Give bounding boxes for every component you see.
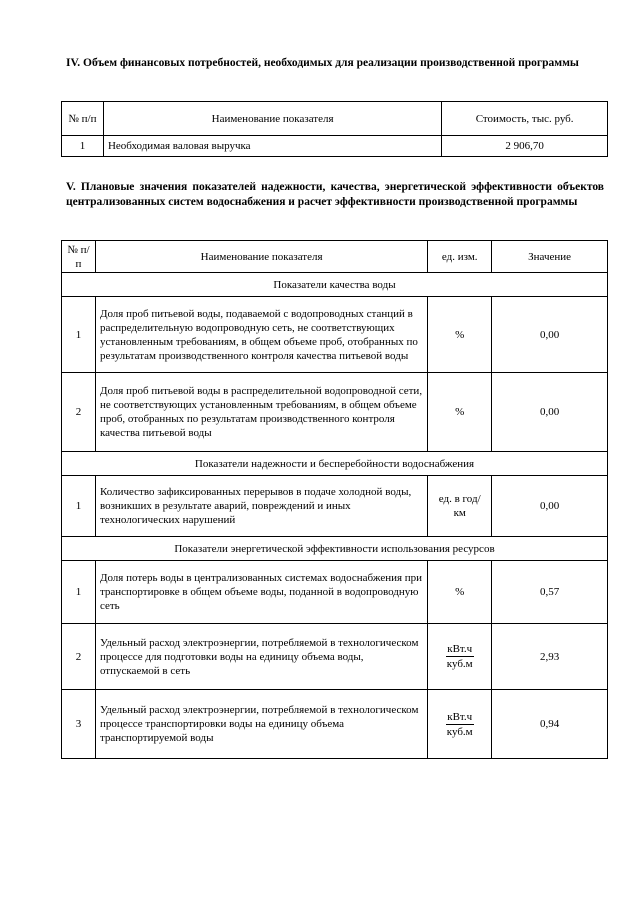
section-title-energy: Показатели энергетической эффективности использования ресурсов: [62, 537, 608, 561]
row-value: 0,00: [492, 476, 608, 537]
table-row: [62, 476, 608, 537]
col-header-name: Наименование показателя: [103, 102, 441, 136]
unit-fraction: [446, 642, 474, 671]
row-number: 1: [62, 476, 96, 537]
row-number: 1: [62, 561, 96, 624]
col-header-number: № п/п: [62, 102, 104, 136]
unit-denominator: куб.м: [446, 658, 473, 670]
section-title-reliability: Показатели надежности и бесперебойности водоснабжения: [62, 452, 608, 476]
section-row-quality: [62, 273, 608, 297]
unit-fraction: [446, 710, 474, 739]
row-value: 0,00: [492, 297, 608, 373]
unit-numerator: кВт.ч: [447, 710, 473, 723]
row-unit: %: [428, 373, 492, 452]
row-name: Необходимая валовая выручка: [103, 136, 441, 157]
row-unit: ед. в год/ км: [428, 476, 492, 537]
row-unit: [428, 624, 492, 690]
table-header-row: [62, 241, 608, 273]
row-unit: %: [428, 297, 492, 373]
indicators-table: [61, 240, 608, 759]
row-name: Количество зафиксированных перерывов в подаче холодной воды, возникших в результате аварий, повреждений и иных технологических нарушений: [95, 476, 427, 537]
section-row-energy: [62, 537, 608, 561]
row-number: 3: [62, 690, 96, 759]
row-unit: %: [428, 561, 492, 624]
row-value: 0,94: [492, 690, 608, 759]
row-value: 0,00: [492, 373, 608, 452]
row-name: Доля потерь воды в централизованных системах водоснабжения при транспортировке в общем объеме воды, поданной в водопроводную сеть: [95, 561, 427, 624]
section-5-heading: V. Плановые значения показателей надежности, качества, энергетической эффективности объектов централизованных систем водоснабжения и расчет эффективности производственной программы: [66, 181, 604, 208]
section-title-quality: Показатели качества воды: [62, 273, 608, 297]
col-header-name: Наименование показателя: [95, 241, 427, 273]
row-name: Доля проб питьевой воды в распределительной водопроводной сети, не соответствующих установленным требованиям, в общем объеме проб, отобранных по результатам производственного контроля качества питьевой воды: [95, 373, 427, 452]
row-number: 2: [62, 624, 96, 690]
row-name: Доля проб питьевой воды, подаваемой с водопроводных станций в распределительную водопроводную сеть, не соответствующих установленным требованиям, в общем объеме проб, отобранных по результатам производственного контроля качества питьевой воды: [95, 297, 427, 373]
table-row: [62, 297, 608, 373]
table-row: [62, 373, 608, 452]
row-name: Удельный расход электроэнергии, потребляемой в технологическом процессе для подготовки воды на единицу объема воды, отпускаемой в сеть: [95, 624, 427, 690]
table-row: [62, 690, 608, 759]
unit-numerator: кВт.ч: [447, 643, 473, 655]
col-header-value: Значение: [492, 241, 608, 273]
section-4-heading: IV. Объем финансовых потребностей, необходимых для реализации производственной программы: [66, 57, 579, 69]
row-value: 2,93: [492, 624, 608, 690]
col-header-unit: ед. изм.: [428, 241, 492, 273]
col-header-number: № п/п: [62, 241, 96, 273]
row-number: 2: [62, 373, 96, 452]
row-number: 1: [62, 136, 104, 157]
section-row-reliability: [62, 452, 608, 476]
row-value: 0,57: [492, 561, 608, 624]
table-row: [62, 624, 608, 690]
row-name: Удельный расход электроэнергии, потребляемой в технологическом процессе транспортировки воды на единицу объема транспортируемой воды: [95, 690, 427, 759]
row-cost: 2 906,70: [442, 136, 608, 157]
table-row: [62, 561, 608, 624]
financial-needs-table: [61, 101, 608, 157]
unit-denominator: куб.м: [446, 725, 473, 738]
row-number: 1: [62, 297, 96, 373]
row-unit: [428, 690, 492, 759]
col-header-cost: Стоимость, тыс. руб.: [442, 102, 608, 136]
table-header-row: [62, 102, 608, 136]
table-row: [62, 136, 608, 157]
